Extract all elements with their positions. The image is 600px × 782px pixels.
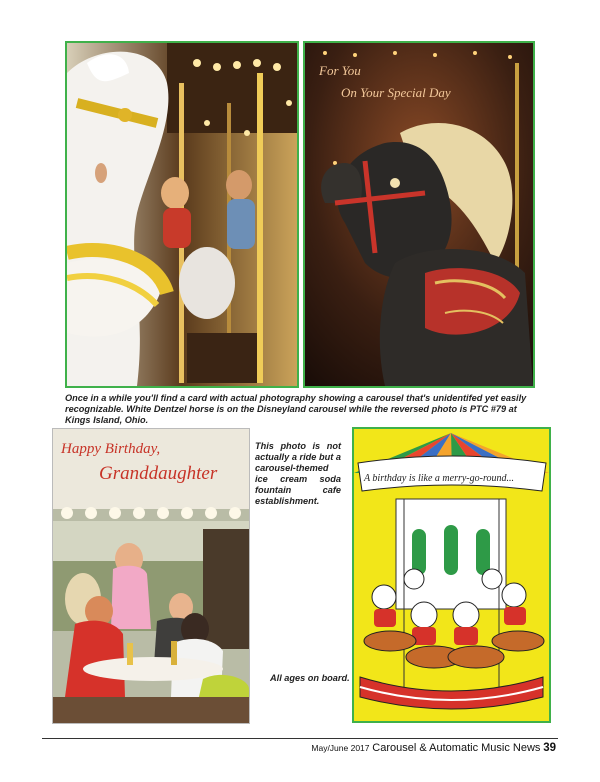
card-headline-2: Granddaughter: [99, 463, 218, 484]
merry-go-round-cartoon-card: [352, 427, 551, 723]
page-footer: [311, 742, 556, 754]
page-number: 39: [543, 742, 556, 754]
card-headline-1: Happy Birthday,: [61, 441, 161, 457]
all-ages-caption: All ages on board.: [270, 673, 350, 683]
disneyland-carousel-card: [65, 41, 299, 388]
granddaughter-card-illustration: [53, 429, 249, 723]
ptc79-horse-illustration: [305, 43, 533, 386]
ice-cream-caption: This photo is not actually a ride but a carousel-themed ice cream soda fountain cafe establishment.: [255, 441, 341, 506]
footer-publication: Carousel & Automatic Music News: [372, 742, 541, 754]
footer-issue: May/June 2017: [311, 743, 370, 753]
overlay-line-1: For You: [319, 63, 361, 78]
top-caption: Once in a while you'll find a card with actual photography showing a carousel that's unidentifed yet easily recognizable. White Dentzel horse is on the Disneyland carousel while the reversed photo is PTC #79 at Kings Island, Ohio.: [65, 393, 527, 425]
ptc79-reversed-card: [303, 41, 535, 388]
granddaughter-birthday-card: [52, 428, 250, 724]
disneyland-carousel-illustration: [67, 43, 297, 386]
overlay-line-2: On Your Special Day: [341, 85, 451, 100]
footer-rule: [42, 738, 558, 739]
banner-text: A birthday is like a merry-go-round...: [364, 473, 514, 484]
merry-go-round-illustration: [354, 429, 549, 721]
